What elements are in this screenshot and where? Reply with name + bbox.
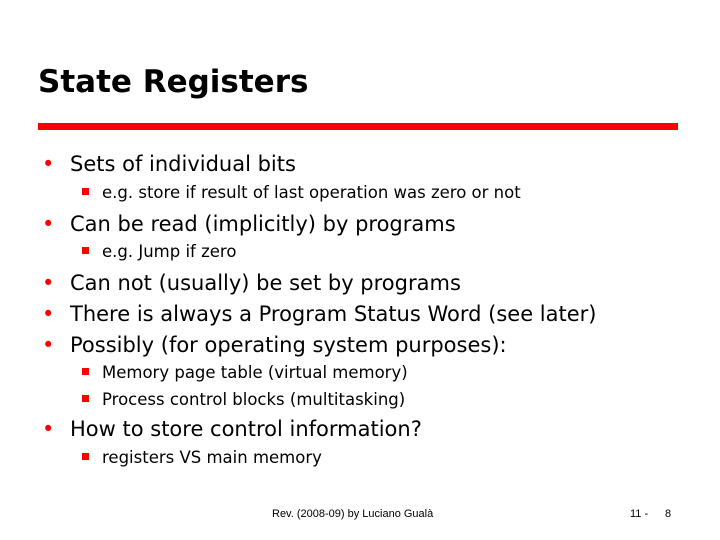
footer-credit: Rev. (2008-09) by Luciano Gualà: [272, 508, 434, 520]
footer-section-number: 11 -: [630, 508, 649, 520]
sub-bullet-item: [82, 240, 236, 264]
bullet-text: How to store control information?: [70, 417, 422, 441]
sub-bullet-item: [82, 361, 408, 385]
bullet-dot-icon: •: [42, 212, 55, 236]
bullet-dot-icon: •: [42, 271, 55, 295]
footer-page-number: 8: [665, 508, 672, 520]
square-bullet-icon: [82, 395, 89, 402]
bullet-item: [42, 330, 507, 360]
bullet-text: Can be read (implicitly) by programs: [70, 212, 456, 236]
bullet-text: Possibly (for operating system purposes):: [70, 333, 507, 357]
bullet-dot-icon: •: [42, 417, 55, 441]
sub-bullet-text: Process control blocks (multitasking): [102, 390, 406, 409]
bullet-text: There is always a Program Status Word (see later): [70, 302, 597, 326]
square-bullet-icon: [82, 188, 89, 195]
sub-bullet-text: Memory page table (virtual memory): [102, 363, 408, 382]
bullet-item: [42, 149, 296, 179]
sub-bullet-item: [82, 181, 521, 205]
bullet-dot-icon: •: [42, 302, 55, 326]
sub-bullet-item: [82, 388, 405, 412]
sub-bullet-item: [82, 446, 322, 470]
square-bullet-icon: [82, 247, 89, 254]
bullet-text: Can not (usually) be set by programs: [70, 271, 461, 295]
bullet-item: [42, 268, 461, 298]
bullet-item: [42, 414, 422, 444]
bullet-dot-icon: •: [42, 333, 55, 357]
bullet-item: [42, 209, 456, 239]
bullet-item: [42, 299, 596, 329]
sub-bullet-text: e.g. Jump if zero: [102, 242, 237, 261]
square-bullet-icon: [82, 368, 89, 375]
slide-title: State Registers: [38, 64, 309, 100]
sub-bullet-text: registers VS main memory: [102, 448, 322, 467]
bullet-dot-icon: •: [42, 152, 55, 176]
sub-bullet-text: e.g. store if result of last operation was zero or not: [102, 183, 521, 202]
square-bullet-icon: [82, 453, 89, 460]
bullet-text: Sets of individual bits: [70, 152, 296, 176]
